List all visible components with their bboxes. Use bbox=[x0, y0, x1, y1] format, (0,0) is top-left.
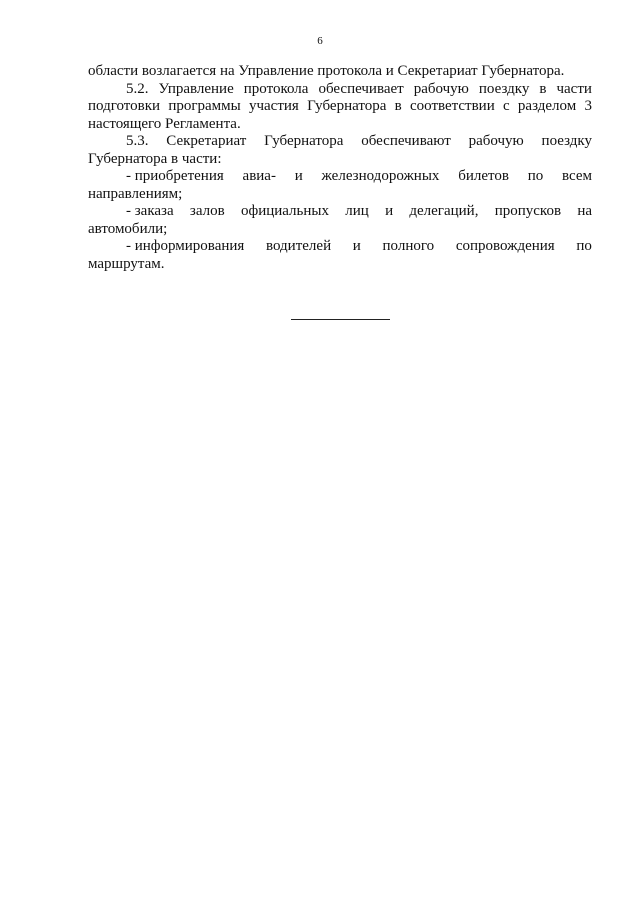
word: соответствии bbox=[409, 98, 495, 114]
word: - приобретения bbox=[126, 168, 224, 184]
paragraph-5-2-line-3: настоящего Регламента. bbox=[88, 115, 241, 132]
word: и bbox=[294, 168, 303, 184]
word: всем bbox=[562, 168, 592, 184]
word: и bbox=[385, 203, 394, 219]
word: авиа- bbox=[242, 168, 276, 184]
document-body bbox=[88, 63, 592, 273]
word: участия bbox=[248, 98, 299, 114]
word: разделом bbox=[517, 98, 577, 114]
word: рабочую bbox=[468, 133, 524, 149]
word: водителей bbox=[266, 238, 332, 254]
word: железнодорожных bbox=[321, 168, 440, 184]
paragraph-1-line-1: области возлагается на Управление протокола и Секретариат Губернатора. bbox=[88, 63, 565, 79]
word: - заказа bbox=[126, 203, 174, 219]
word: лиц bbox=[345, 203, 369, 219]
word: и bbox=[352, 238, 361, 254]
word: в bbox=[394, 98, 402, 114]
word: 5.3. bbox=[126, 133, 149, 149]
word: поездку bbox=[478, 80, 530, 97]
word: рабочую bbox=[413, 80, 469, 97]
word: части bbox=[556, 80, 592, 97]
word: поездку bbox=[541, 133, 592, 149]
list-item-3-line-1 bbox=[88, 238, 592, 256]
paragraph-5-2-line-2 bbox=[88, 98, 592, 116]
paragraph-5-2-line-1 bbox=[88, 81, 592, 99]
paragraph-5-3-line-1 bbox=[88, 133, 592, 151]
word: сопровождения bbox=[455, 238, 555, 254]
word: - информирования bbox=[126, 238, 245, 254]
word: Губернатора bbox=[264, 133, 344, 149]
list-item-3-line-2: маршрутам. bbox=[88, 255, 165, 272]
list-item-2-line-2: автомобили; bbox=[88, 220, 168, 237]
word: Губернатора bbox=[307, 98, 387, 114]
word: в bbox=[539, 80, 547, 97]
word: Управление bbox=[158, 80, 234, 97]
word: официальных bbox=[240, 203, 329, 219]
word: на bbox=[577, 203, 592, 219]
word: программы bbox=[168, 98, 241, 114]
word: по bbox=[527, 168, 544, 184]
word: Секретариат bbox=[166, 133, 247, 149]
word: залов bbox=[189, 203, 225, 219]
word: пропусков bbox=[494, 203, 562, 219]
list-item-1-line-1 bbox=[88, 168, 592, 186]
word: полного bbox=[382, 238, 435, 254]
end-of-document-rule bbox=[291, 319, 390, 320]
word: билетов bbox=[458, 168, 509, 184]
list-item-1-line-2: направлениям; bbox=[88, 185, 183, 202]
word: подготовки bbox=[88, 98, 161, 114]
word: обеспечивает bbox=[318, 80, 404, 97]
word: 5.2. bbox=[126, 80, 149, 97]
word: по bbox=[576, 238, 592, 254]
word: 3 bbox=[584, 98, 592, 114]
paragraph-5-3-line-2: Губернатора в части: bbox=[88, 150, 222, 167]
word: протокола bbox=[243, 80, 309, 97]
page-number: 6 bbox=[317, 35, 323, 47]
word: делегаций, bbox=[409, 203, 479, 219]
list-item-2-line-1 bbox=[88, 203, 592, 221]
word: с bbox=[503, 98, 510, 114]
word: обеспечивают bbox=[361, 133, 451, 149]
